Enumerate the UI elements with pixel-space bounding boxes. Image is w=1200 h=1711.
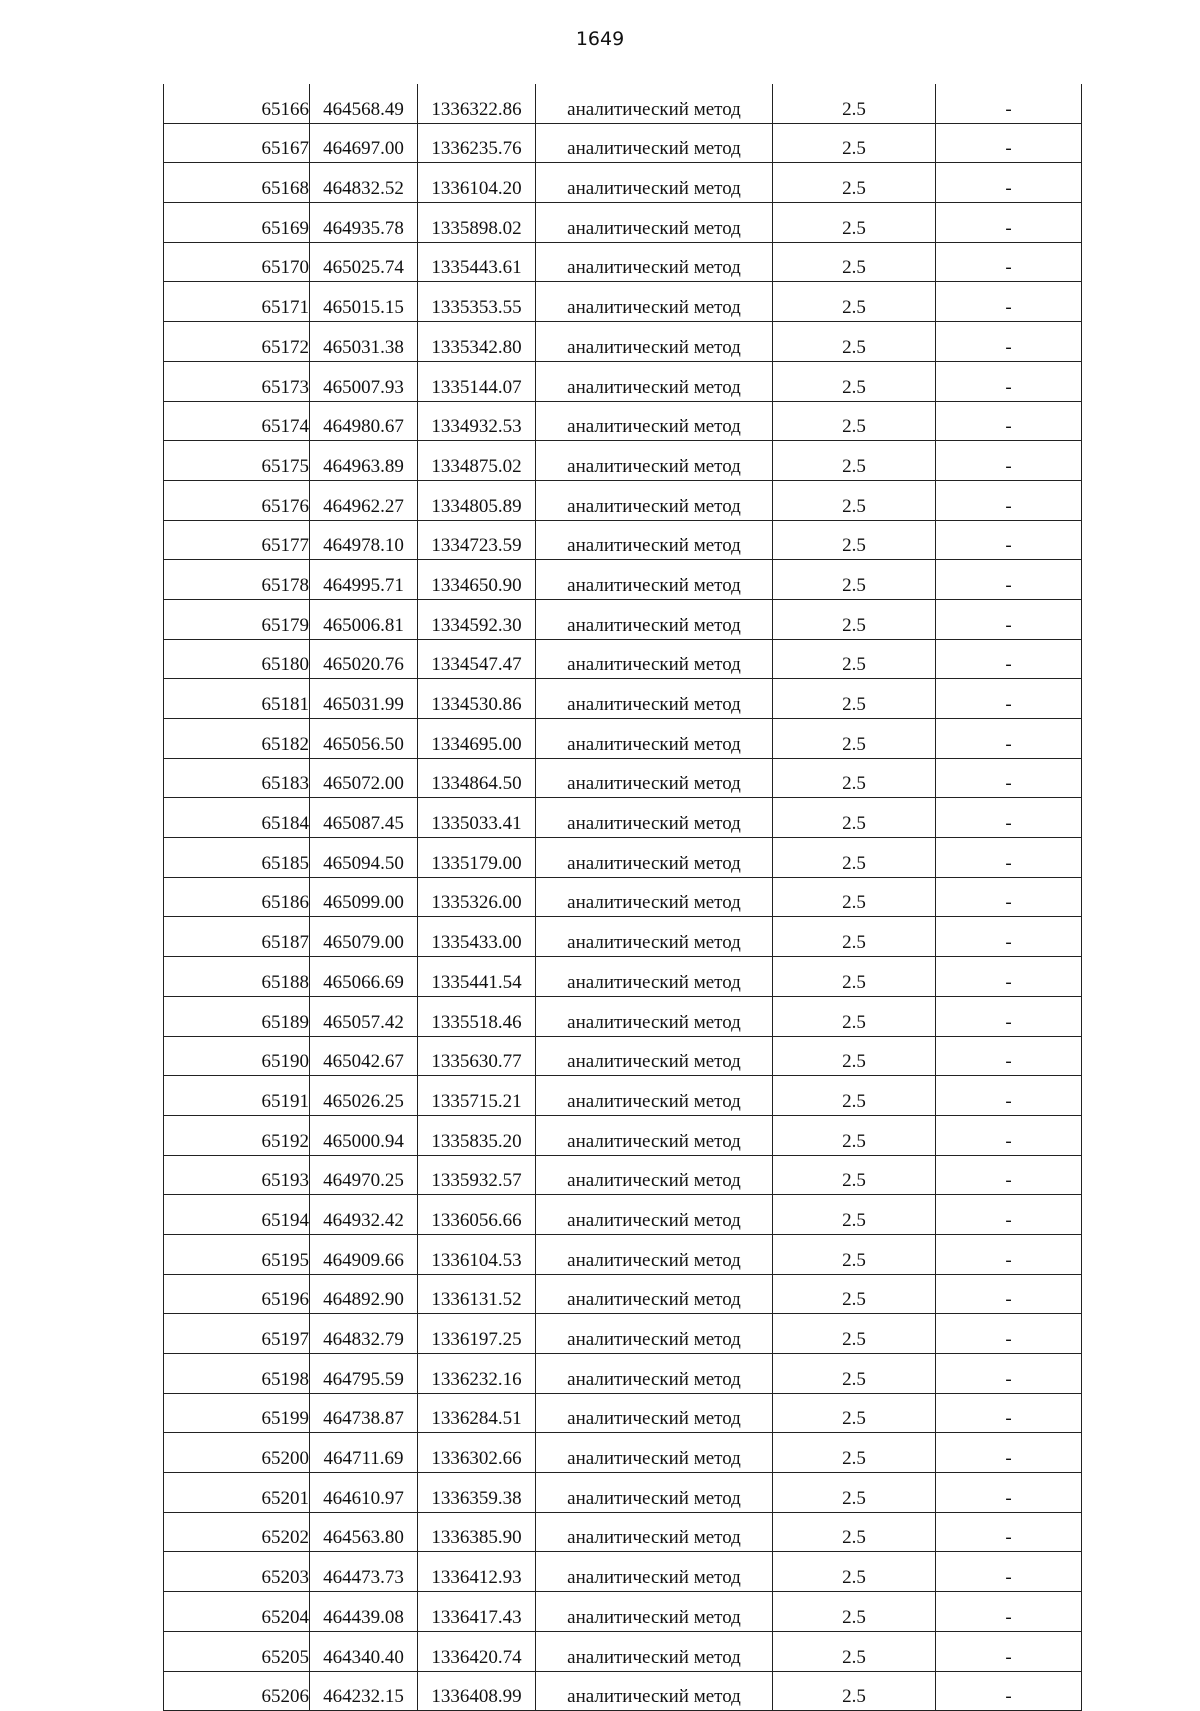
point-number-cell: 65183 — [164, 758, 310, 798]
note-cell: - — [936, 1274, 1082, 1314]
note-cell: - — [936, 84, 1082, 123]
method-cell: аналитический метод — [536, 719, 773, 759]
method-cell: аналитический метод — [536, 401, 773, 441]
table-row — [164, 1036, 1082, 1076]
table-row — [164, 1433, 1082, 1473]
accuracy-cell: 2.5 — [773, 1433, 936, 1473]
x-coordinate-cell: 464932.42 — [310, 1195, 418, 1235]
note-cell: - — [936, 242, 1082, 282]
table-row — [164, 203, 1082, 243]
point-number-cell: 65185 — [164, 838, 310, 878]
accuracy-cell: 2.5 — [773, 163, 936, 203]
method-cell: аналитический метод — [536, 1592, 773, 1632]
method-cell: аналитический метод — [536, 242, 773, 282]
accuracy-cell: 2.5 — [773, 1274, 936, 1314]
method-cell: аналитический метод — [536, 282, 773, 322]
x-coordinate-cell: 464980.67 — [310, 401, 418, 441]
method-cell: аналитический метод — [536, 798, 773, 838]
note-cell: - — [936, 163, 1082, 203]
table-row — [164, 560, 1082, 600]
method-cell: аналитический метод — [536, 758, 773, 798]
note-cell: - — [936, 1076, 1082, 1116]
y-coordinate-cell: 1336235.76 — [418, 123, 536, 163]
accuracy-cell: 2.5 — [773, 84, 936, 123]
y-coordinate-cell: 1334547.47 — [418, 639, 536, 679]
x-coordinate-cell: 464697.00 — [310, 123, 418, 163]
point-number-cell: 65180 — [164, 639, 310, 679]
accuracy-cell: 2.5 — [773, 1195, 936, 1235]
y-coordinate-cell: 1335715.21 — [418, 1076, 536, 1116]
method-cell: аналитический метод — [536, 1393, 773, 1433]
method-cell: аналитический метод — [536, 1473, 773, 1513]
accuracy-cell: 2.5 — [773, 679, 936, 719]
accuracy-cell: 2.5 — [773, 1631, 936, 1671]
coordinates-table — [163, 84, 1082, 1711]
x-coordinate-cell: 464970.25 — [310, 1155, 418, 1195]
table-row — [164, 1512, 1082, 1552]
x-coordinate-cell: 465057.42 — [310, 996, 418, 1036]
x-coordinate-cell: 465099.00 — [310, 877, 418, 917]
table-row — [164, 520, 1082, 560]
table-row — [164, 1552, 1082, 1592]
method-cell: аналитический метод — [536, 480, 773, 520]
note-cell: - — [936, 1195, 1082, 1235]
x-coordinate-cell: 464795.59 — [310, 1354, 418, 1394]
x-coordinate-cell: 465015.15 — [310, 282, 418, 322]
point-number-cell: 65195 — [164, 1234, 310, 1274]
x-coordinate-cell: 464909.66 — [310, 1234, 418, 1274]
method-cell: аналитический метод — [536, 560, 773, 600]
note-cell: - — [936, 758, 1082, 798]
x-coordinate-cell: 465072.00 — [310, 758, 418, 798]
accuracy-cell: 2.5 — [773, 1076, 936, 1116]
table-row — [164, 361, 1082, 401]
note-cell: - — [936, 1631, 1082, 1671]
point-number-cell: 65166 — [164, 84, 310, 123]
table-row — [164, 1155, 1082, 1195]
y-coordinate-cell: 1336408.99 — [418, 1671, 536, 1711]
note-cell: - — [936, 639, 1082, 679]
y-coordinate-cell: 1336232.16 — [418, 1354, 536, 1394]
point-number-cell: 65181 — [164, 679, 310, 719]
method-cell: аналитический метод — [536, 1552, 773, 1592]
method-cell: аналитический метод — [536, 163, 773, 203]
note-cell: - — [936, 957, 1082, 997]
table-row — [164, 996, 1082, 1036]
accuracy-cell: 2.5 — [773, 203, 936, 243]
point-number-cell: 65176 — [164, 480, 310, 520]
y-coordinate-cell: 1335326.00 — [418, 877, 536, 917]
method-cell: аналитический метод — [536, 1155, 773, 1195]
method-cell: аналитический метод — [536, 1036, 773, 1076]
y-coordinate-cell: 1334932.53 — [418, 401, 536, 441]
point-number-cell: 65205 — [164, 1631, 310, 1671]
y-coordinate-cell: 1336131.52 — [418, 1274, 536, 1314]
point-number-cell: 65193 — [164, 1155, 310, 1195]
accuracy-cell: 2.5 — [773, 719, 936, 759]
point-number-cell: 65201 — [164, 1473, 310, 1513]
point-number-cell: 65192 — [164, 1115, 310, 1155]
point-number-cell: 65167 — [164, 123, 310, 163]
point-number-cell: 65184 — [164, 798, 310, 838]
point-number-cell: 65198 — [164, 1354, 310, 1394]
point-number-cell: 65188 — [164, 957, 310, 997]
table-row — [164, 1393, 1082, 1433]
x-coordinate-cell: 464978.10 — [310, 520, 418, 560]
method-cell: аналитический метод — [536, 1274, 773, 1314]
accuracy-cell: 2.5 — [773, 322, 936, 362]
y-coordinate-cell: 1335433.00 — [418, 917, 536, 957]
y-coordinate-cell: 1335033.41 — [418, 798, 536, 838]
note-cell: - — [936, 798, 1082, 838]
x-coordinate-cell: 465031.99 — [310, 679, 418, 719]
method-cell: аналитический метод — [536, 1512, 773, 1552]
y-coordinate-cell: 1336284.51 — [418, 1393, 536, 1433]
x-coordinate-cell: 464340.40 — [310, 1631, 418, 1671]
method-cell: аналитический метод — [536, 639, 773, 679]
table-row — [164, 877, 1082, 917]
x-coordinate-cell: 465006.81 — [310, 599, 418, 639]
table-row — [164, 1631, 1082, 1671]
x-coordinate-cell: 464962.27 — [310, 480, 418, 520]
point-number-cell: 65200 — [164, 1433, 310, 1473]
table-row — [164, 679, 1082, 719]
x-coordinate-cell: 464892.90 — [310, 1274, 418, 1314]
point-number-cell: 65194 — [164, 1195, 310, 1235]
note-cell: - — [936, 719, 1082, 759]
x-coordinate-cell: 464963.89 — [310, 441, 418, 481]
y-coordinate-cell: 1336412.93 — [418, 1552, 536, 1592]
note-cell: - — [936, 282, 1082, 322]
note-cell: - — [936, 1155, 1082, 1195]
note-cell: - — [936, 480, 1082, 520]
method-cell: аналитический метод — [536, 520, 773, 560]
y-coordinate-cell: 1336302.66 — [418, 1433, 536, 1473]
method-cell: аналитический метод — [536, 917, 773, 957]
y-coordinate-cell: 1334805.89 — [418, 480, 536, 520]
accuracy-cell: 2.5 — [773, 1512, 936, 1552]
y-coordinate-cell: 1336197.25 — [418, 1314, 536, 1354]
accuracy-cell: 2.5 — [773, 758, 936, 798]
accuracy-cell: 2.5 — [773, 1671, 936, 1711]
y-coordinate-cell: 1336104.20 — [418, 163, 536, 203]
table-row — [164, 480, 1082, 520]
accuracy-cell: 2.5 — [773, 1552, 936, 1592]
method-cell: аналитический метод — [536, 1671, 773, 1711]
table-row — [164, 639, 1082, 679]
table-row — [164, 322, 1082, 362]
point-number-cell: 65175 — [164, 441, 310, 481]
point-number-cell: 65169 — [164, 203, 310, 243]
note-cell: - — [936, 1671, 1082, 1711]
note-cell: - — [936, 441, 1082, 481]
accuracy-cell: 2.5 — [773, 996, 936, 1036]
table-row — [164, 599, 1082, 639]
point-number-cell: 65189 — [164, 996, 310, 1036]
x-coordinate-cell: 464832.79 — [310, 1314, 418, 1354]
y-coordinate-cell: 1335443.61 — [418, 242, 536, 282]
table-row — [164, 441, 1082, 481]
y-coordinate-cell: 1334723.59 — [418, 520, 536, 560]
point-number-cell: 65203 — [164, 1552, 310, 1592]
method-cell: аналитический метод — [536, 1195, 773, 1235]
table-row — [164, 917, 1082, 957]
y-coordinate-cell: 1335835.20 — [418, 1115, 536, 1155]
table-row — [164, 1671, 1082, 1711]
method-cell: аналитический метод — [536, 838, 773, 878]
table-row — [164, 1115, 1082, 1155]
note-cell: - — [936, 1354, 1082, 1394]
accuracy-cell: 2.5 — [773, 1115, 936, 1155]
method-cell: аналитический метод — [536, 361, 773, 401]
x-coordinate-cell: 464610.97 — [310, 1473, 418, 1513]
accuracy-cell: 2.5 — [773, 480, 936, 520]
x-coordinate-cell: 464473.73 — [310, 1552, 418, 1592]
method-cell: аналитический метод — [536, 84, 773, 123]
method-cell: аналитический метод — [536, 679, 773, 719]
accuracy-cell: 2.5 — [773, 1314, 936, 1354]
x-coordinate-cell: 464232.15 — [310, 1671, 418, 1711]
x-coordinate-cell: 465000.94 — [310, 1115, 418, 1155]
note-cell: - — [936, 1512, 1082, 1552]
x-coordinate-cell: 465066.69 — [310, 957, 418, 997]
x-coordinate-cell: 465026.25 — [310, 1076, 418, 1116]
y-coordinate-cell: 1335441.54 — [418, 957, 536, 997]
note-cell: - — [936, 917, 1082, 957]
note-cell: - — [936, 838, 1082, 878]
point-number-cell: 65174 — [164, 401, 310, 441]
method-cell: аналитический метод — [536, 877, 773, 917]
y-coordinate-cell: 1334530.86 — [418, 679, 536, 719]
note-cell: - — [936, 1552, 1082, 1592]
table-row — [164, 957, 1082, 997]
accuracy-cell: 2.5 — [773, 560, 936, 600]
point-number-cell: 65199 — [164, 1393, 310, 1433]
page-number: 1649 — [575, 28, 625, 50]
note-cell: - — [936, 996, 1082, 1036]
table-row — [164, 84, 1082, 123]
point-number-cell: 65171 — [164, 282, 310, 322]
x-coordinate-cell: 465079.00 — [310, 917, 418, 957]
point-number-cell: 65182 — [164, 719, 310, 759]
y-coordinate-cell: 1335144.07 — [418, 361, 536, 401]
y-coordinate-cell: 1335518.46 — [418, 996, 536, 1036]
table-row — [164, 163, 1082, 203]
accuracy-cell: 2.5 — [773, 1393, 936, 1433]
point-number-cell: 65202 — [164, 1512, 310, 1552]
accuracy-cell: 2.5 — [773, 838, 936, 878]
accuracy-cell: 2.5 — [773, 282, 936, 322]
accuracy-cell: 2.5 — [773, 1155, 936, 1195]
x-coordinate-cell: 464995.71 — [310, 560, 418, 600]
accuracy-cell: 2.5 — [773, 1592, 936, 1632]
note-cell: - — [936, 877, 1082, 917]
accuracy-cell: 2.5 — [773, 1036, 936, 1076]
table-row — [164, 1234, 1082, 1274]
note-cell: - — [936, 123, 1082, 163]
method-cell: аналитический метод — [536, 203, 773, 243]
accuracy-cell: 2.5 — [773, 957, 936, 997]
method-cell: аналитический метод — [536, 441, 773, 481]
x-coordinate-cell: 465020.76 — [310, 639, 418, 679]
point-number-cell: 65170 — [164, 242, 310, 282]
point-number-cell: 65177 — [164, 520, 310, 560]
table-row — [164, 758, 1082, 798]
point-number-cell: 65178 — [164, 560, 310, 600]
accuracy-cell: 2.5 — [773, 401, 936, 441]
table-row — [164, 242, 1082, 282]
x-coordinate-cell: 465087.45 — [310, 798, 418, 838]
table-row — [164, 282, 1082, 322]
x-coordinate-cell: 464832.52 — [310, 163, 418, 203]
table-row — [164, 1195, 1082, 1235]
table-row — [164, 798, 1082, 838]
note-cell: - — [936, 1314, 1082, 1354]
accuracy-cell: 2.5 — [773, 1354, 936, 1394]
method-cell: аналитический метод — [536, 996, 773, 1036]
x-coordinate-cell: 465031.38 — [310, 322, 418, 362]
method-cell: аналитический метод — [536, 1433, 773, 1473]
method-cell: аналитический метод — [536, 1115, 773, 1155]
y-coordinate-cell: 1335932.57 — [418, 1155, 536, 1195]
table-row — [164, 401, 1082, 441]
x-coordinate-cell: 465025.74 — [310, 242, 418, 282]
y-coordinate-cell: 1334650.90 — [418, 560, 536, 600]
note-cell: - — [936, 203, 1082, 243]
note-cell: - — [936, 679, 1082, 719]
table-row — [164, 1274, 1082, 1314]
method-cell: аналитический метод — [536, 1354, 773, 1394]
x-coordinate-cell: 465094.50 — [310, 838, 418, 878]
accuracy-cell: 2.5 — [773, 123, 936, 163]
x-coordinate-cell: 464563.80 — [310, 1512, 418, 1552]
table-row — [164, 719, 1082, 759]
y-coordinate-cell: 1336385.90 — [418, 1512, 536, 1552]
note-cell: - — [936, 1592, 1082, 1632]
x-coordinate-cell: 465056.50 — [310, 719, 418, 759]
point-number-cell: 65197 — [164, 1314, 310, 1354]
coordinates-table-body — [164, 84, 1082, 1711]
accuracy-cell: 2.5 — [773, 1473, 936, 1513]
y-coordinate-cell: 1334875.02 — [418, 441, 536, 481]
method-cell: аналитический метод — [536, 957, 773, 997]
y-coordinate-cell: 1334864.50 — [418, 758, 536, 798]
note-cell: - — [936, 1433, 1082, 1473]
table-row — [164, 1354, 1082, 1394]
accuracy-cell: 2.5 — [773, 361, 936, 401]
point-number-cell: 65204 — [164, 1592, 310, 1632]
point-number-cell: 65186 — [164, 877, 310, 917]
accuracy-cell: 2.5 — [773, 639, 936, 679]
note-cell: - — [936, 599, 1082, 639]
y-coordinate-cell: 1334695.00 — [418, 719, 536, 759]
accuracy-cell: 2.5 — [773, 1234, 936, 1274]
point-number-cell: 65190 — [164, 1036, 310, 1076]
accuracy-cell: 2.5 — [773, 242, 936, 282]
y-coordinate-cell: 1335353.55 — [418, 282, 536, 322]
y-coordinate-cell: 1335630.77 — [418, 1036, 536, 1076]
x-coordinate-cell: 464935.78 — [310, 203, 418, 243]
note-cell: - — [936, 1115, 1082, 1155]
y-coordinate-cell: 1334592.30 — [418, 599, 536, 639]
method-cell: аналитический метод — [536, 599, 773, 639]
y-coordinate-cell: 1336056.66 — [418, 1195, 536, 1235]
point-number-cell: 65172 — [164, 322, 310, 362]
method-cell: аналитический метод — [536, 322, 773, 362]
note-cell: - — [936, 1036, 1082, 1076]
note-cell: - — [936, 560, 1082, 600]
table-row — [164, 838, 1082, 878]
method-cell: аналитический метод — [536, 1076, 773, 1116]
table-row — [164, 1314, 1082, 1354]
x-coordinate-cell: 464568.49 — [310, 84, 418, 123]
x-coordinate-cell: 464738.87 — [310, 1393, 418, 1433]
table-row — [164, 1473, 1082, 1513]
accuracy-cell: 2.5 — [773, 917, 936, 957]
point-number-cell: 65191 — [164, 1076, 310, 1116]
y-coordinate-cell: 1335342.80 — [418, 322, 536, 362]
x-coordinate-cell: 464439.08 — [310, 1592, 418, 1632]
accuracy-cell: 2.5 — [773, 520, 936, 560]
note-cell: - — [936, 520, 1082, 560]
method-cell: аналитический метод — [536, 1631, 773, 1671]
point-number-cell: 65187 — [164, 917, 310, 957]
y-coordinate-cell: 1335179.00 — [418, 838, 536, 878]
point-number-cell: 65196 — [164, 1274, 310, 1314]
method-cell: аналитический метод — [536, 1314, 773, 1354]
accuracy-cell: 2.5 — [773, 798, 936, 838]
note-cell: - — [936, 1473, 1082, 1513]
point-number-cell: 65173 — [164, 361, 310, 401]
x-coordinate-cell: 465042.67 — [310, 1036, 418, 1076]
accuracy-cell: 2.5 — [773, 441, 936, 481]
method-cell: аналитический метод — [536, 123, 773, 163]
y-coordinate-cell: 1336417.43 — [418, 1592, 536, 1632]
table-row — [164, 123, 1082, 163]
point-number-cell: 65206 — [164, 1671, 310, 1711]
y-coordinate-cell: 1336104.53 — [418, 1234, 536, 1274]
note-cell: - — [936, 1234, 1082, 1274]
table-row — [164, 1592, 1082, 1632]
y-coordinate-cell: 1335898.02 — [418, 203, 536, 243]
table-row — [164, 1076, 1082, 1116]
note-cell: - — [936, 1393, 1082, 1433]
x-coordinate-cell: 464711.69 — [310, 1433, 418, 1473]
note-cell: - — [936, 361, 1082, 401]
accuracy-cell: 2.5 — [773, 599, 936, 639]
y-coordinate-cell: 1336322.86 — [418, 84, 536, 123]
note-cell: - — [936, 322, 1082, 362]
y-coordinate-cell: 1336420.74 — [418, 1631, 536, 1671]
x-coordinate-cell: 465007.93 — [310, 361, 418, 401]
y-coordinate-cell: 1336359.38 — [418, 1473, 536, 1513]
note-cell: - — [936, 401, 1082, 441]
point-number-cell: 65179 — [164, 599, 310, 639]
method-cell: аналитический метод — [536, 1234, 773, 1274]
point-number-cell: 65168 — [164, 163, 310, 203]
accuracy-cell: 2.5 — [773, 877, 936, 917]
